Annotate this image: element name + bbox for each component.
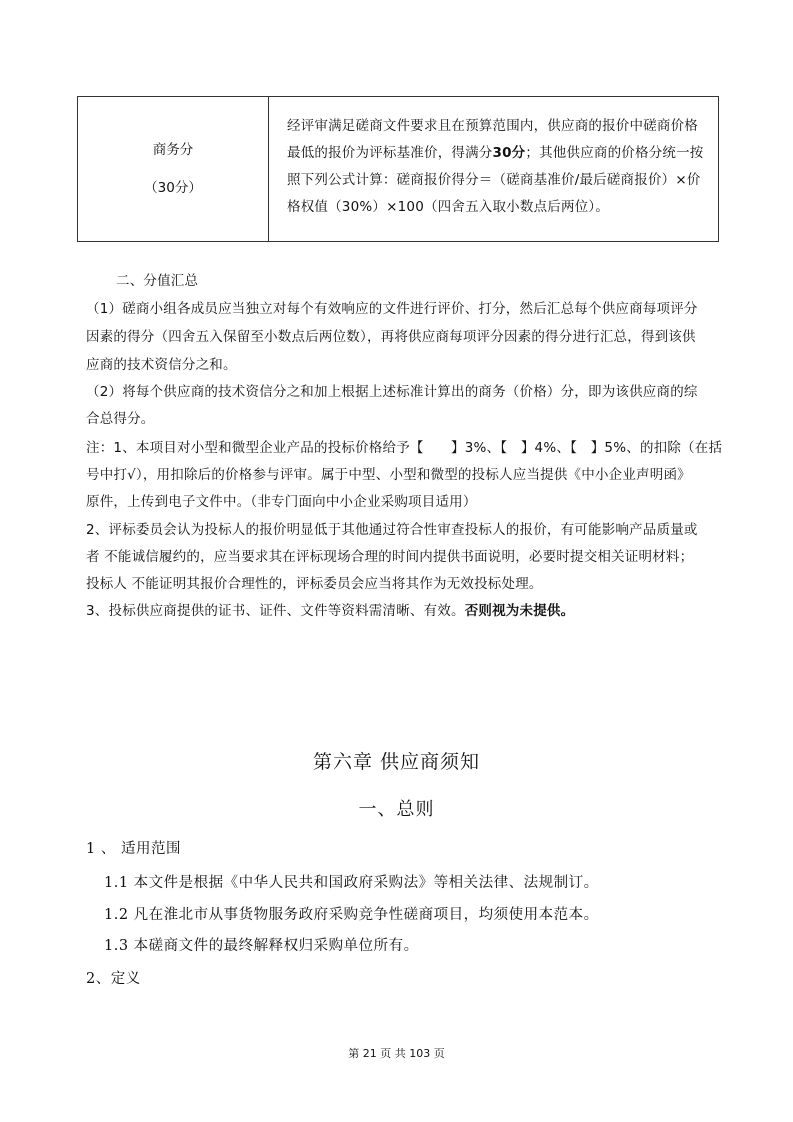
note1-line3: 原件，上传到电子文件中。（非专门面向中小企业采购项目适用）	[86, 494, 477, 510]
note3-text: 3、投标供应商提供的证书、证件、文件等资料需清晰、有效。	[86, 603, 465, 619]
item-2-heading: 2、定义	[86, 971, 141, 987]
note1-line2: 号中打√），用扣除后的价格参与评审。属于中型、小型和微型的投标人应当提供《中小企业声明函》	[86, 467, 691, 483]
note3-line	[86, 598, 574, 625]
item-1-2: 1.2 凡在淮北市从事货物服务政府采购竞争性磋商项目，均须使用本范本。	[104, 907, 599, 923]
scoring-description	[269, 97, 718, 241]
page-footer: 第 21 页 共 103 页	[348, 1047, 445, 1060]
summary-p1-line1: （1）磋商小组各成员应当独立对每个有效响应的文件进行评价、打分，然后汇总每个供应商每项评分	[86, 301, 698, 317]
summary-p1-line2: 因素的得分（四舍五入保留至小数点后两位数），再将供应商每项评分因素的得分进行汇总，得到该供	[86, 329, 696, 345]
scoring-desc-text: 经评审满足磋商文件要求且在预算范围内，供应商的报价中磋商价格最低的报价为评标基准价，得满分	[287, 118, 698, 161]
chapter-title: 第六章 供应商须知	[312, 751, 481, 773]
scoring-desc-text-2: ；其他供应商的价格分统一按照下列公式计算：磋商报价得分＝（磋商基准价/最后磋商报价）×价格权值（30%）×100（四舍五入取小数点后两位）。	[287, 145, 704, 215]
scoring-table	[77, 96, 719, 242]
scoring-category: 商务分	[152, 141, 194, 158]
scoring-desc-bold: 30分	[492, 145, 526, 161]
item-1-3: 1.3 本磋商文件的最终解释权归采购单位所有。	[104, 938, 419, 954]
note2-line1: 2、评标委员会认为投标人的报价明显低于其他通过符合性审查投标人的报价，有可能影响产品质量或	[86, 522, 698, 538]
summary-p2-line2: 合总得分。	[86, 411, 155, 427]
summary-p2-line1: （2）将每个供应商的技术资信分之和加上根据上述标准计算出的商务（价格）分，即为该供应商的综	[86, 384, 698, 400]
scoring-points: （30分）	[144, 180, 202, 196]
note2-line3: 投标人 不能证明其报价合理性的，评标委员会应当将其作为无效投标处理。	[86, 576, 543, 592]
note3-bold-text: 否则视为未提供。	[464, 603, 575, 619]
summary-p1-line3: 应商的技术资信分之和。	[86, 357, 237, 373]
summary-heading: 二、分值汇总	[116, 273, 199, 289]
note2-line2: 者 不能诚信履约的，应当要求其在评标现场合理的时间内提供书面说明，必要时提交相关证明材料；	[86, 549, 694, 565]
item-1-1: 1.1 本文件是根据《中华人民共和国政府采购法》等相关法律、法规制订。	[104, 875, 599, 891]
section-title: 一、总则	[358, 799, 435, 820]
scoring-table-label-cell	[78, 97, 269, 241]
note1-line1: 注：1、本项目对小型和微型企业产品的投标价格给予【 】3%、【 】4%、【 】5%、的扣除（在括	[86, 440, 723, 456]
item-1-heading: 1 、 适用范围	[86, 841, 181, 857]
